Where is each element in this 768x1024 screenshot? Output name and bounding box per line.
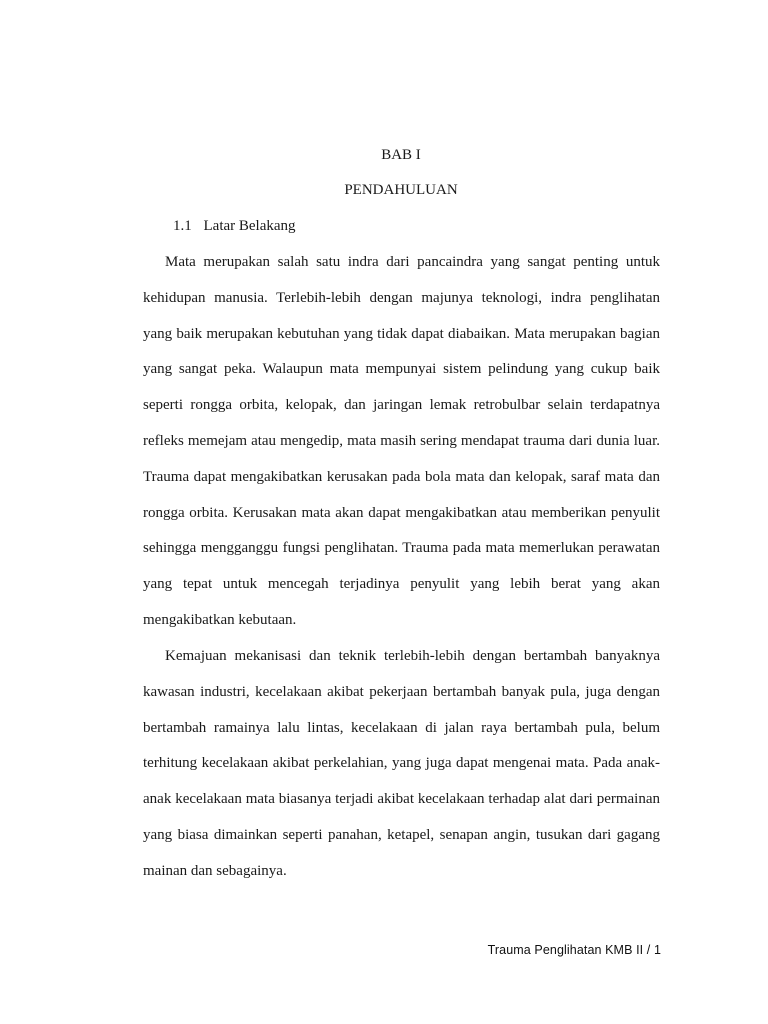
paragraph-line: yang tepat untuk mencegah terjadinya penyulit yang lebih berat yang akan (143, 576, 660, 593)
paragraph-line: terhitung kecelakaan akibat perkelahian, yang juga dapat mengenai mata. Pada anak- (143, 755, 660, 772)
paragraph-line: Trauma dapat mengakibatkan kerusakan pada bola mata dan kelopak, saraf mata dan (143, 468, 660, 485)
page-footer: Trauma Penglihatan KMB II / 1 (487, 943, 661, 957)
paragraph-line: bertambah ramainya lalu lintas, kecelakaan di jalan raya bertambah pula, belum (143, 719, 660, 736)
paragraph-2 (143, 639, 660, 890)
paragraph-line: mengakibatkan kebutaan. (143, 611, 297, 628)
section-heading (173, 218, 296, 235)
paragraph-line: rongga orbita. Kerusakan mata akan dapat mengakibatkan atau memberikan penyulit (143, 504, 660, 521)
section-number: 1.1 (173, 218, 192, 234)
paragraph-line: anak kecelakaan mata biasanya terjadi akibat kecelakaan terhadap alat dari permainan (143, 791, 660, 808)
paragraph-line: Mata merupakan salah satu indra dari pancaindra yang sangat penting untuk (165, 254, 660, 270)
paragraph-line: Kemajuan mekanisasi dan teknik terlebih-lebih dengan bertambah banyaknya (165, 648, 660, 664)
paragraph-line: kehidupan manusia. Terlebih-lebih dengan majunya teknologi, indra penglihatan (143, 289, 660, 306)
paragraph-line: yang sangat peka. Walaupun mata mempunyai sistem pelindung yang cukup baik (143, 361, 660, 378)
paragraph-line: sehingga mengganggu fungsi penglihatan. Trauma pada mata memerlukan perawatan (143, 540, 660, 557)
section-title: Latar Belakang (203, 218, 296, 234)
paragraph-line: mainan dan sebagainya. (143, 862, 287, 879)
chapter-title: PENDAHULUAN (344, 182, 458, 198)
paragraph-line: seperti rongga orbita, kelopak, dan jaringan lemak retrobulbar selain terdapatnya (143, 397, 660, 414)
paragraph-line: refleks memejam atau mengedip, mata masih sering mendapat trauma dari dunia luar. (143, 432, 660, 449)
paragraph-line: yang baik merupakan kebutuhan yang tidak dapat diabaikan. Mata merupakan bagian (143, 325, 660, 342)
paragraph-1 (143, 245, 660, 639)
paragraph-line: kawasan industri, kecelakaan akibat pekerjaan bertambah banyak pula, juga dengan (143, 683, 660, 700)
paragraph-line: yang biasa dimainkan seperti panahan, ketapel, senapan angin, tusukan dari gagang (143, 826, 660, 843)
chapter-number: BAB I (381, 147, 421, 163)
